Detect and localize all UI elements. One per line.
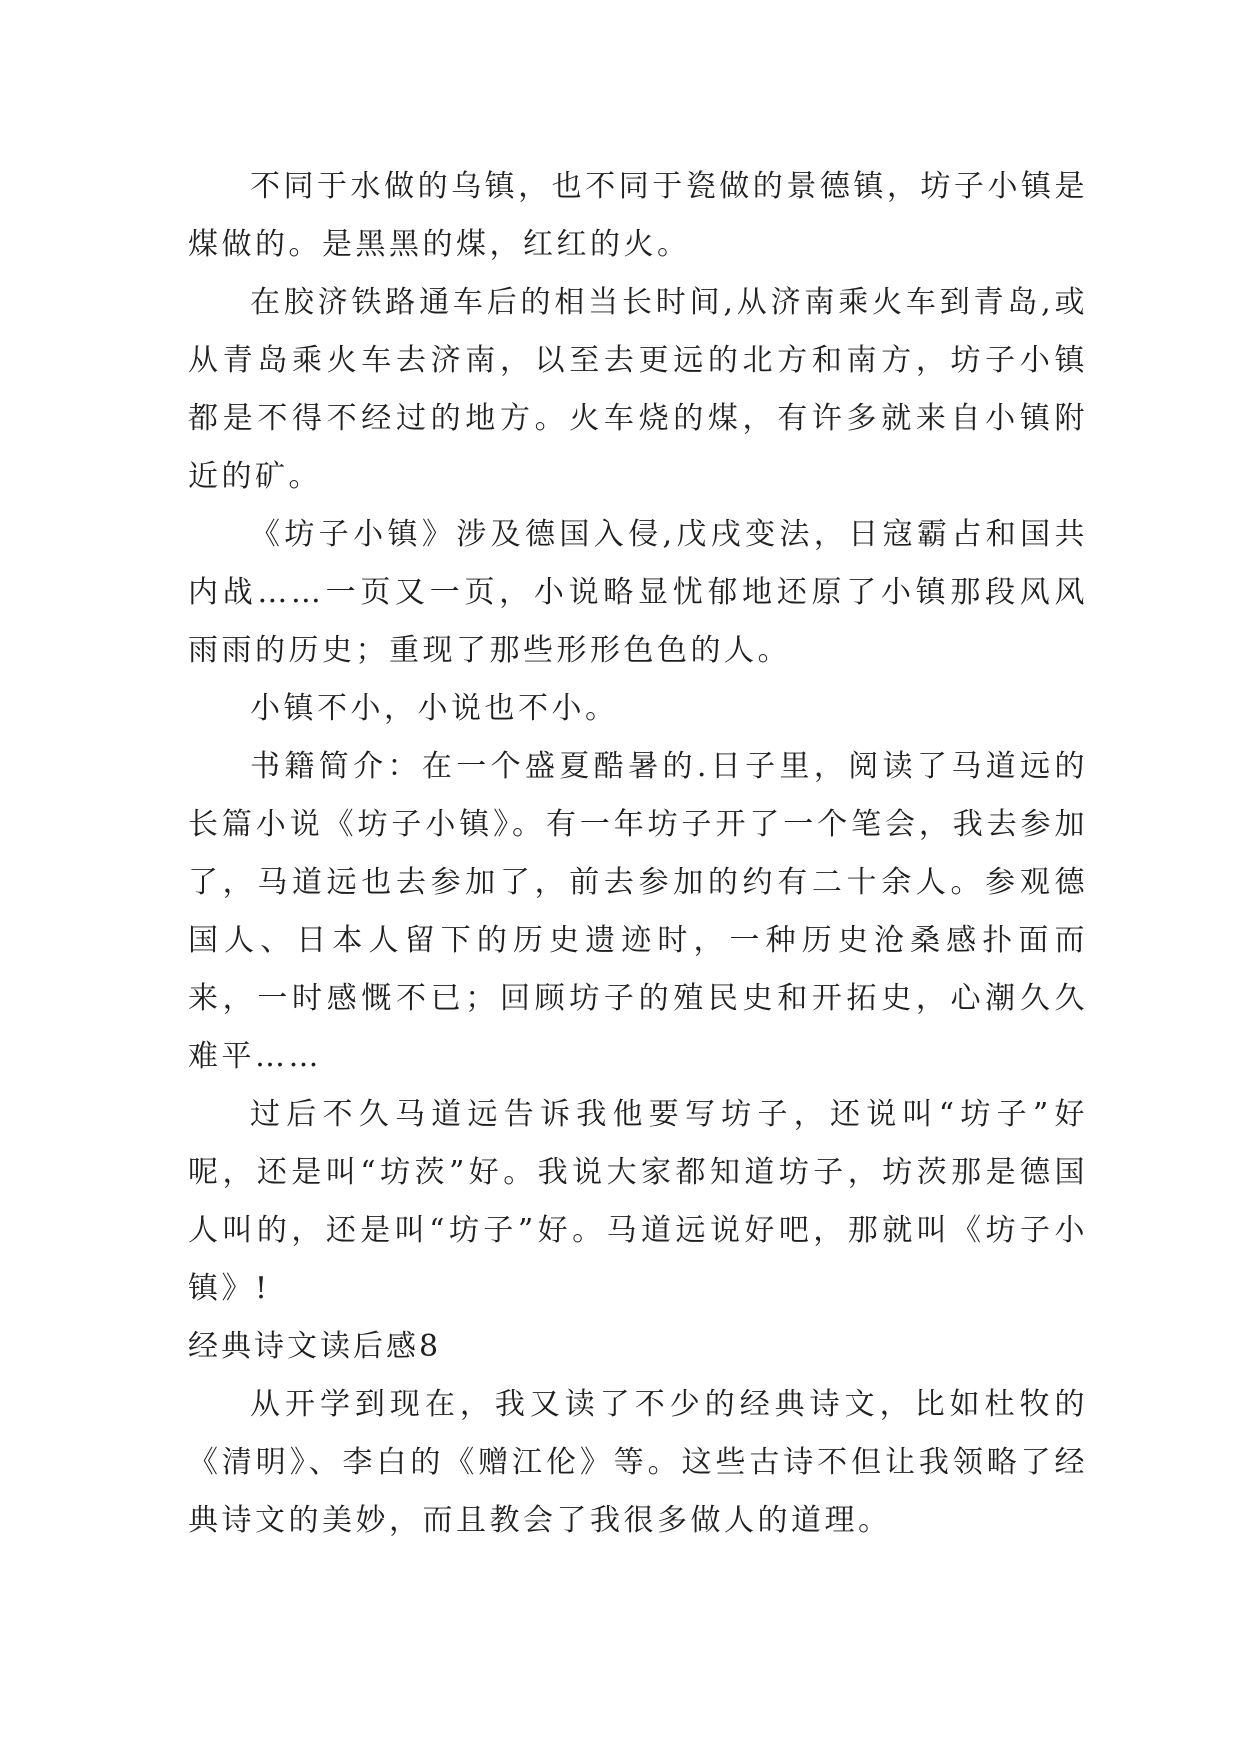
paragraph-4: 小镇不小，小说也不小。 bbox=[250, 691, 619, 726]
section-paragraph-1: 从开学到现在，我又读了不少的经典诗文，比如杜牧的《清明》、李白的《赠江伦》等。这些古诗不但让我领略了经典诗文的美妙，而且教会了我很多做人的道理。 bbox=[188, 1387, 1088, 1538]
document-body bbox=[188, 158, 1088, 1550]
paragraph-3: 《坊子小镇》涉及德国入侵,戊戌变法，日寇霸占和国共内战……一页又一页，小说略显忧郁地还原了小镇那段风风雨雨的历史；重现了那些形形色色的人。 bbox=[188, 517, 1088, 668]
paragraph-1: 不同于水做的乌镇，也不同于瓷做的景德镇，坊子小镇是煤做的。是黑黑的煤，红红的火。 bbox=[188, 169, 1088, 262]
paragraph-2: 在胶济铁路通车后的相当长时间,从济南乘火车到青岛,或从青岛乘火车去济南，以至去更远的北方和南方，坊子小镇都是不得不经过的地方。火车烧的煤，有许多就来自小镇附近的矿。 bbox=[188, 285, 1088, 494]
paragraph-6: 过后不久马道远告诉我他要写坊子，还说叫“坊子”好呢，还是叫“坊茨”好。我说大家都知道坊子，坊茨那是德国人叫的，还是叫“坊子”好。马道远说好吧，那就叫《坊子小镇》! bbox=[188, 1097, 1088, 1306]
paragraph-5: 书籍简介：在一个盛夏酷暑的.日子里，阅读了马道远的长篇小说《坊子小镇》。有一年坊子开了一个笔会，我去参加了，马道远也去参加了，前去参加的约有二十余人。参观德国人、日本人留下的历史遗迹时，一种历史沧桑感扑面而来，一时感慨不已；回顾坊子的殖民史和开拓史，心潮久久难平…… bbox=[188, 749, 1088, 1074]
section-heading: 经典诗文读后感8 bbox=[188, 1329, 442, 1364]
